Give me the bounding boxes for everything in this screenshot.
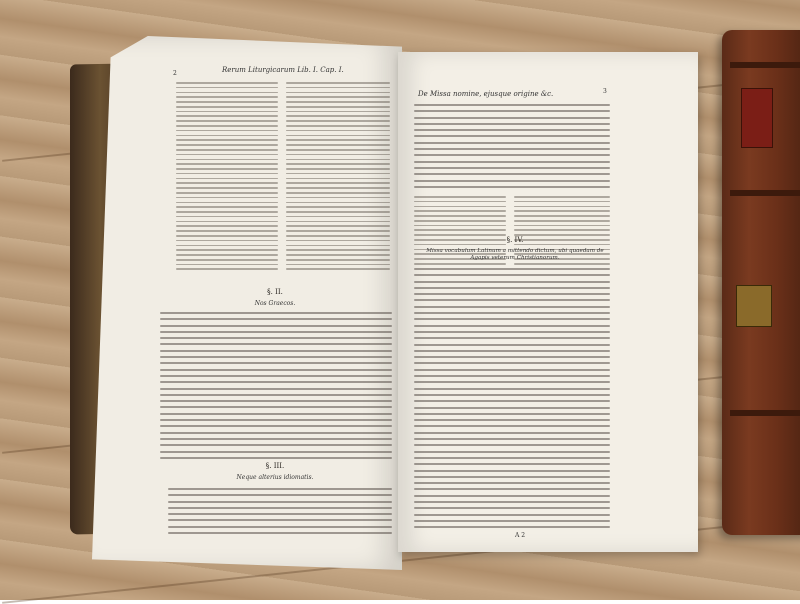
spine-band	[730, 410, 800, 416]
spine-volume-label	[736, 285, 772, 327]
right-running-head: De Missa nomine, ejusque origine &c.	[418, 90, 554, 98]
spine-band	[730, 62, 800, 68]
right-page-number: 3	[603, 88, 607, 95]
left-section-3-heading: §. III.	[265, 462, 285, 470]
right-section-4-body	[414, 268, 610, 530]
left-section-3-body	[168, 488, 392, 544]
spine-title-label	[741, 88, 773, 148]
left-running-head: Rerum Liturgicarum Lib. I. Cap. I.	[222, 66, 344, 74]
left-section-2-title: Nos Graecos.	[254, 300, 296, 307]
left-section-2-heading: §. II.	[267, 288, 283, 296]
left-page-number: 2	[173, 70, 177, 77]
right-intro-body	[414, 104, 610, 194]
spine-band	[730, 190, 800, 196]
left-section-2-body	[160, 312, 392, 460]
right-section-4-heading: §. IV.	[506, 236, 524, 244]
left-section-3-title: Neque alterius idiomatis.	[236, 474, 314, 481]
left-notes-column-2	[286, 82, 390, 282]
right-signature-mark: A 2	[515, 532, 526, 539]
right-section-4-title: Missa vocabulum Latinum a mittendo dictum, ubi quaedam de Agapis veterum Christianorum.	[426, 248, 604, 262]
left-notes-column-1	[176, 82, 278, 282]
